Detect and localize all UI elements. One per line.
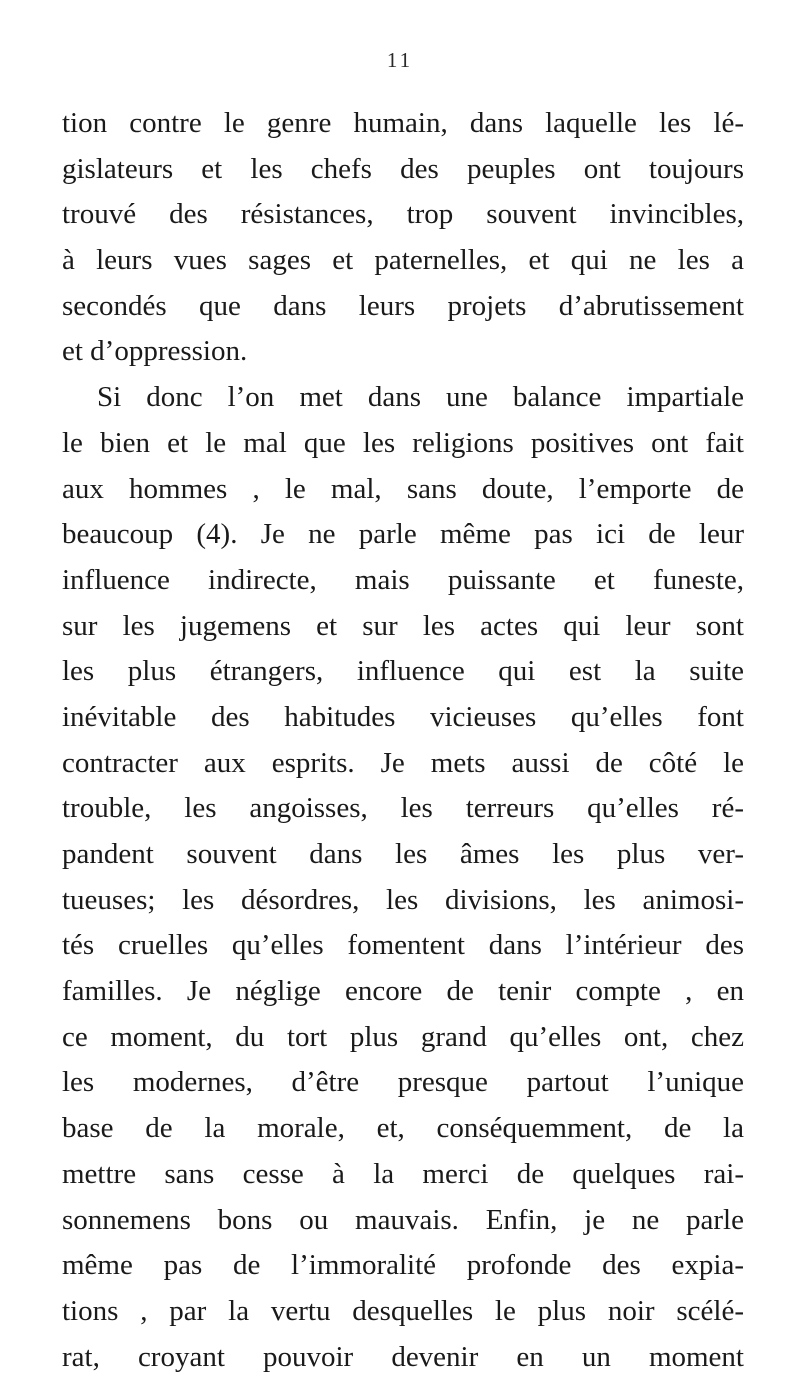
text-line: rat, croyant pouvoir devenir en un moment bbox=[62, 1340, 744, 1373]
text-line: tions , par la vertu desquelles le plus noir scélé- bbox=[62, 1294, 744, 1327]
text-line: secondés que dans leurs projets d’abrutissement bbox=[62, 289, 744, 322]
text-line: et d’oppression. bbox=[62, 335, 248, 368]
text-line: à leurs vues sages et paternelles, et qui ne les a bbox=[62, 244, 744, 277]
text-line: gislateurs et les chefs des peuples ont toujours bbox=[62, 152, 744, 185]
text-line: sur les jugemens et sur les actes qui leur sont bbox=[62, 609, 744, 642]
text-line: beaucoup (4). Je ne parle même pas ici de leur bbox=[62, 518, 744, 551]
page-number: 11 bbox=[386, 48, 414, 72]
text-line: trouvé des résistances, trop souvent invincibles, bbox=[62, 198, 744, 231]
text-line: même pas de l’immoralité profonde des expia- bbox=[62, 1249, 744, 1282]
text-line: les modernes, d’être presque partout l’unique bbox=[62, 1066, 744, 1099]
text-line: les plus étrangers, influence qui est la suite bbox=[62, 655, 744, 688]
paragraph-start-line: Si donc l’on met dans une balance impartiale bbox=[97, 381, 744, 414]
text-line: trouble, les angoisses, les terreurs qu’elles ré- bbox=[62, 792, 744, 825]
text-line: tion contre le genre humain, dans laquelle les lé- bbox=[62, 107, 744, 139]
text-line: aux hommes , le mal, sans doute, l’emporte de bbox=[62, 472, 744, 505]
body-text bbox=[62, 101, 744, 1380]
text-line: base de la morale, et, conséquemment, de la bbox=[62, 1112, 744, 1145]
text-line: inévitable des habitudes vicieuses qu’elles font bbox=[62, 700, 744, 733]
text-line: le bien et le mal que les religions positives ont fait bbox=[62, 426, 744, 459]
text-line: sonnemens bons ou mauvais. Enfin, je ne parle bbox=[62, 1203, 744, 1236]
text-line: familles. Je néglige encore de tenir compte , en bbox=[62, 975, 744, 1008]
text-line: influence indirecte, mais puissante et funeste, bbox=[62, 563, 744, 596]
text-line: tés cruelles qu’elles fomentent dans l’intérieur des bbox=[62, 929, 744, 962]
text-line: pandent souvent dans les âmes les plus ver- bbox=[62, 838, 744, 870]
text-line: contracter aux esprits. Je mets aussi de côté le bbox=[62, 746, 744, 779]
text-line: ce moment, du tort plus grand qu’elles ont, chez bbox=[62, 1020, 744, 1053]
text-line: mettre sans cesse à la merci de quelques rai- bbox=[62, 1157, 744, 1190]
text-line: tueuses; les désordres, les divisions, les animosi- bbox=[62, 883, 744, 916]
